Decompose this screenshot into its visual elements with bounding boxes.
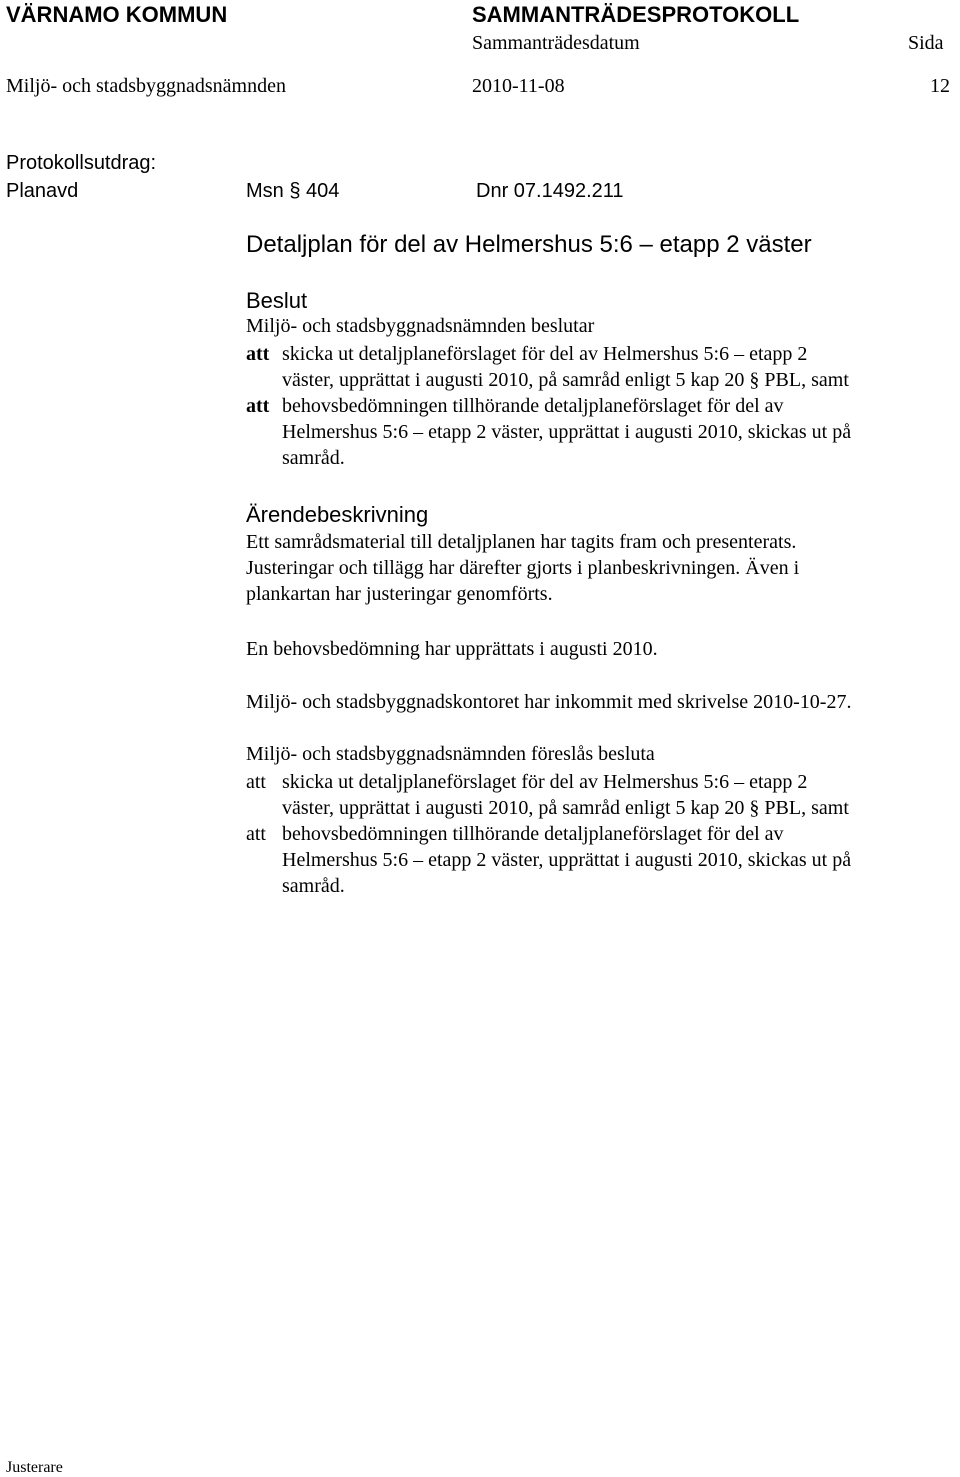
justerare-label: Justerare (6, 1459, 63, 1476)
decision-item-line: samråd. (282, 447, 345, 469)
office-line: Miljö- och stadsbyggnadskontoret har inkommit med skrivelse 2010-10-27. (246, 691, 852, 713)
proposal-list (246, 769, 956, 899)
proposal-item (246, 769, 956, 821)
meeting-date: 2010-11-08 (472, 75, 565, 97)
proposal-item (246, 821, 956, 899)
description-heading: Ärendebeskrivning (246, 502, 429, 527)
page-label: Sida (908, 32, 944, 54)
extract-recipient: Planavd (6, 180, 79, 202)
description-line: plankartan har justeringar genomförts. (246, 583, 553, 605)
att-keyword: att (246, 343, 270, 365)
organization-name: VÄRNAMO KOMMUN (6, 2, 228, 27)
att-keyword: att (246, 823, 266, 845)
diary-number: Dnr 07.1492.211 (476, 180, 624, 202)
proposal-item-line: Helmershus 5:6 – etapp 2 väster, upprättat i augusti 2010, skickas ut på (282, 849, 852, 871)
decision-intro: Miljö- och stadsbyggnadsnämnden beslutar (246, 315, 595, 337)
proposal-item-line: väster, upprättat i augusti 2010, på samråd enligt 5 kap 20 § PBL, samt (282, 797, 849, 819)
document-type: SAMMANTRÄDESPROTOKOLL (472, 2, 800, 27)
meeting-date-label: Sammanträdesdatum (472, 32, 640, 54)
page-title: Detaljplan för del av Helmershus 5:6 – etapp 2 väster (246, 231, 812, 258)
decision-item-line: Helmershus 5:6 – etapp 2 väster, upprättat i augusti 2010, skickas ut på (282, 421, 852, 443)
decision-item-line: väster, upprättat i augusti 2010, på samråd enligt 5 kap 20 § PBL, samt (282, 369, 849, 391)
description-paragraph (246, 529, 799, 607)
att-keyword: att (246, 771, 266, 793)
committee-name: Miljö- och stadsbyggnadsnämnden (6, 75, 286, 97)
decision-heading: Beslut (246, 288, 308, 313)
proposal-item-line: samråd. (282, 875, 345, 897)
decision-item (246, 393, 956, 471)
assessment-paragraph (246, 636, 658, 662)
description-line: Ett samrådsmaterial till detaljplanen har tagits fram och presenterats. (246, 531, 797, 553)
page-number: 12 (930, 75, 950, 97)
msn-paragraph: Msn § 404 (246, 180, 340, 202)
proposal-item-line: skicka ut detaljplaneförslaget för del av Helmershus 5:6 – etapp 2 (282, 771, 808, 793)
proposal-item-line: behovsbedömningen tillhörande detaljplaneförslaget för del av (282, 823, 784, 845)
proposal-intro: Miljö- och stadsbyggnadsnämnden föreslås besluta (246, 743, 655, 765)
office-paragraph (246, 689, 851, 715)
description-line: Justeringar och tillägg har därefter gjorts i planbeskrivningen. Även i (246, 557, 800, 579)
decision-list (246, 341, 956, 471)
decision-item (246, 341, 956, 393)
decision-item-line: behovsbedömningen tillhörande detaljplaneförslaget för del av (282, 395, 784, 417)
assessment-line: En behovsbedömning har upprättats i augusti 2010. (246, 638, 658, 660)
att-keyword: att (246, 395, 270, 417)
extract-label: Protokollsutdrag: (6, 152, 157, 174)
decision-item-line: skicka ut detaljplaneförslaget för del av Helmershus 5:6 – etapp 2 (282, 343, 808, 365)
